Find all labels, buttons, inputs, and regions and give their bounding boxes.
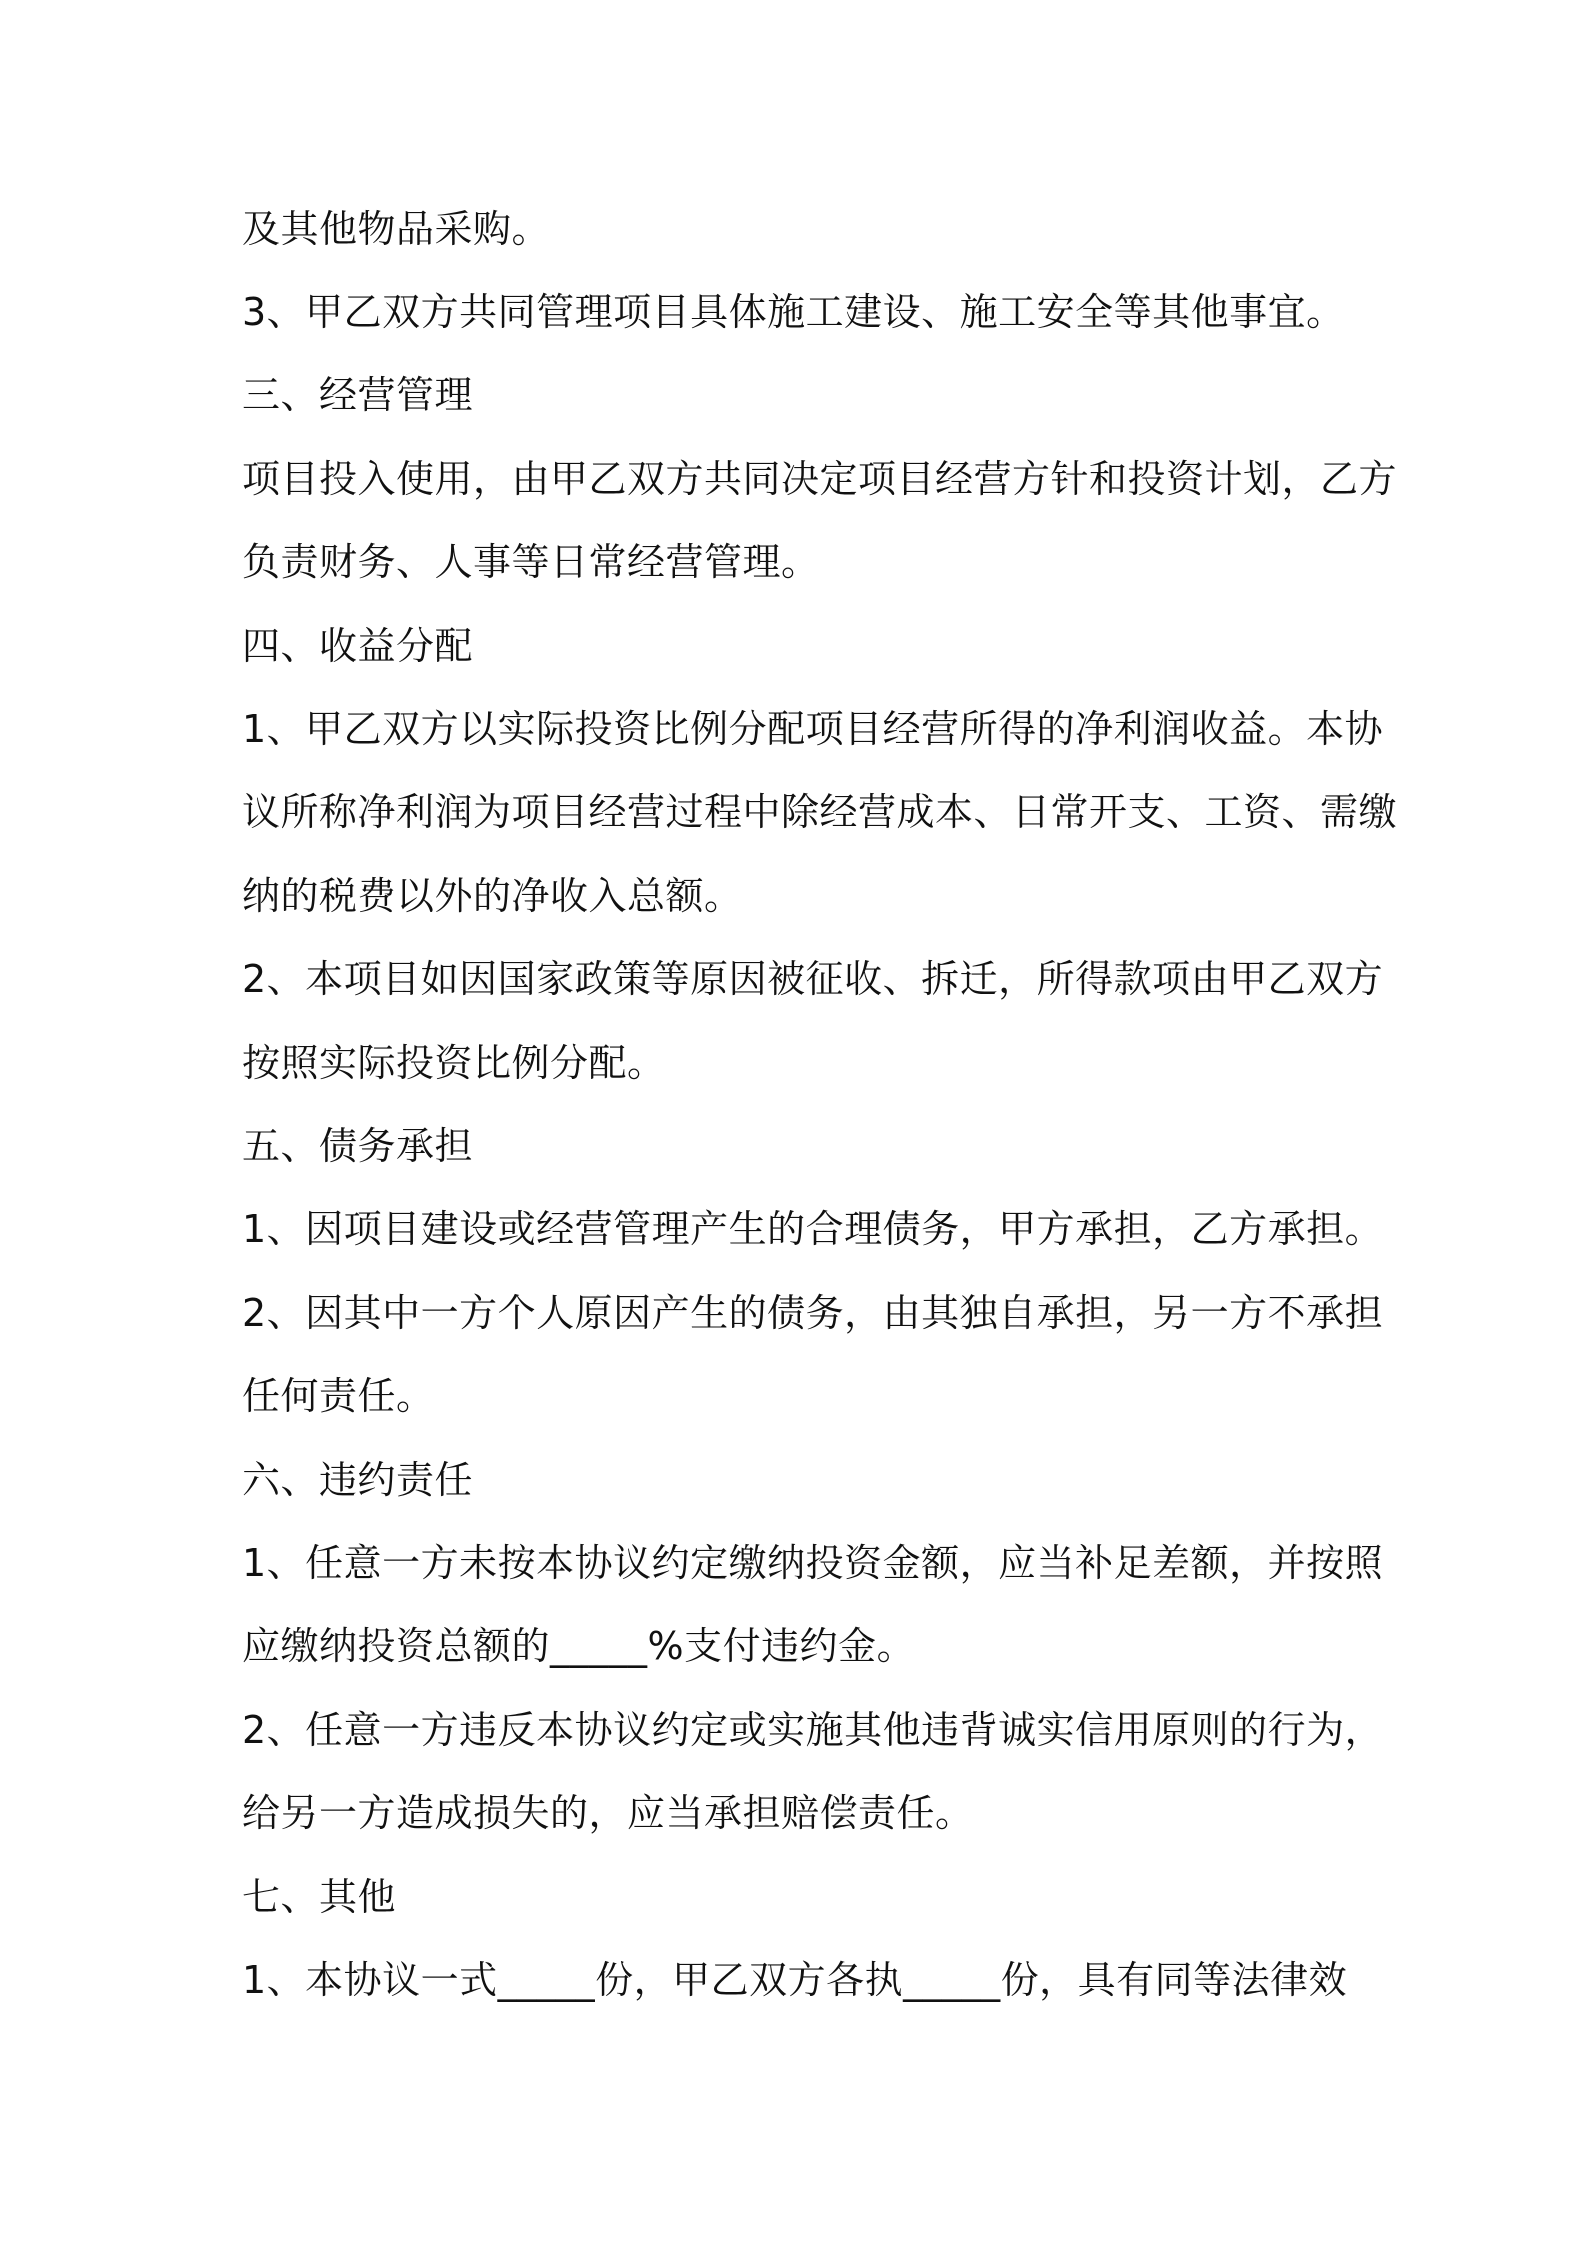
text-line: 2、因其中一方个人原因产生的债务，由其独自承担，另一方不承担 [242,1291,1384,1335]
text-line: 3、甲乙双方共同管理项目具体施工建设、施工安全等其他事宜。 [242,290,1345,334]
text-line: 给另一方造成损失的，应当承担赔偿责任。 [242,1791,974,1835]
text-line: 2、本项目如因国家政策等原因被征收、拆迁，所得款项由甲乙双方 [242,957,1384,1001]
text-line: 1、因项目建设或经营管理产生的合理债务，甲方承担，乙方承担。 [242,1207,1384,1251]
text-line: 1、任意一方未按本协议约定缴纳投资金额，应当补足差额，并按照 [242,1541,1384,1585]
text-line: 2、任意一方违反本协议约定或实施其他违背诚实信用原则的行为， [242,1708,1384,1752]
section-heading: 七、其他 [242,1875,397,1919]
text-line: 纳的税费以外的净收入总额。 [242,874,743,918]
text-line: 及其他物品采购。 [242,207,551,251]
text-line: 负责财务、人事等日常经营管理。 [242,540,820,584]
text-line: 议所称净利润为项目经营过程中除经营成本、日常开支、工资、需缴 [242,790,1398,834]
section-heading: 三、经营管理 [242,373,474,417]
text-line: 项目投入使用，由甲乙双方共同决定项目经营方针和投资计划，乙方 [242,457,1398,501]
text-line: 应缴纳投资总额的_____%支付违约金。 [242,1624,916,1668]
section-heading: 五、债务承担 [242,1124,474,1168]
text-line: 按照实际投资比例分配。 [242,1041,666,1085]
text-line: 1、甲乙双方以实际投资比例分配项目经营所得的净利润收益。本协 [242,707,1384,751]
section-heading: 四、收益分配 [242,624,474,668]
text-line: 任何责任。 [242,1374,435,1418]
text-line: 1、本协议一式_____份，甲乙双方各执_____份，具有同等法律效 [242,1958,1348,2002]
section-heading: 六、违约责任 [242,1458,474,1502]
